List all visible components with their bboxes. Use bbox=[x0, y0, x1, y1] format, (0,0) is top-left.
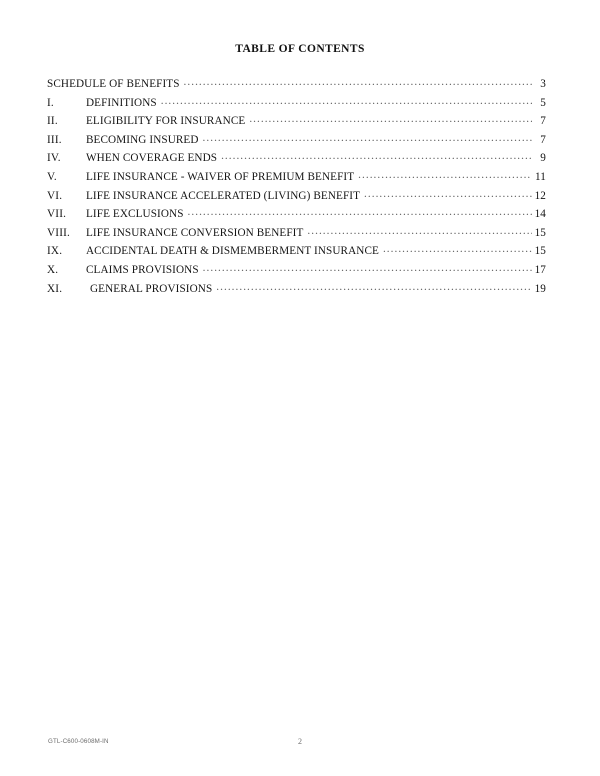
toc-entry[interactable] bbox=[47, 262, 546, 281]
toc-entry-page: 7 bbox=[540, 115, 546, 128]
toc-entry-page: 15 bbox=[534, 226, 546, 239]
form-code: GTL-C600-0608M-IN bbox=[48, 738, 109, 745]
toc-entry-numeral: II. bbox=[47, 115, 58, 128]
toc-entry-title: LIFE INSURANCE - WAIVER OF PREMIUM BENEFIT bbox=[86, 170, 355, 183]
dot-leader bbox=[188, 206, 532, 217]
dot-leader bbox=[307, 225, 532, 236]
toc-entry[interactable] bbox=[47, 150, 546, 169]
toc-entry-title: ACCIDENTAL DEATH & DISMEMBERMENT INSURANCE bbox=[86, 245, 379, 258]
toc-entry-title: GENERAL PROVISIONS bbox=[90, 282, 213, 295]
toc-entry-page: 5 bbox=[540, 96, 546, 109]
toc-entry-title: LIFE INSURANCE ACCELERATED (LIVING) BENEFIT bbox=[86, 189, 361, 202]
dot-leader bbox=[216, 281, 532, 292]
toc-entry-page: 17 bbox=[534, 263, 546, 276]
toc-entry-numeral: VIII. bbox=[47, 226, 71, 239]
toc-entry[interactable] bbox=[47, 169, 546, 188]
toc-entry-page: 12 bbox=[534, 189, 546, 202]
toc-entry-numeral: XI. bbox=[47, 282, 63, 295]
toc-entry-title: ELIGIBILITY FOR INSURANCE bbox=[86, 115, 246, 128]
toc-entry-title: SCHEDULE OF BENEFITS bbox=[47, 78, 180, 90]
dot-leader bbox=[221, 150, 532, 161]
toc-entry-page: 15 bbox=[534, 245, 546, 258]
toc-entry-title: DEFINITIONS bbox=[86, 96, 157, 109]
toc-entry[interactable] bbox=[47, 132, 546, 151]
toc-entry[interactable] bbox=[47, 76, 546, 95]
toc-entry-numeral: IV. bbox=[47, 152, 61, 165]
page-footer bbox=[0, 738, 600, 752]
toc-entry-numeral: VI. bbox=[47, 189, 63, 202]
dot-leader bbox=[364, 188, 532, 199]
dot-leader bbox=[203, 132, 532, 143]
toc-entry[interactable] bbox=[47, 188, 546, 207]
toc-entry-numeral: VII. bbox=[47, 208, 67, 221]
dot-leader bbox=[383, 243, 532, 254]
toc-entry[interactable] bbox=[47, 281, 546, 300]
toc-entry-title: CLAIMS PROVISIONS bbox=[86, 263, 199, 276]
toc-entry-numeral: I. bbox=[47, 96, 54, 109]
toc-entry-page: 11 bbox=[535, 170, 546, 183]
toc-entry-page: 3 bbox=[540, 78, 546, 90]
toc-entry-page: 9 bbox=[540, 152, 546, 165]
page-title: TABLE OF CONTENTS bbox=[235, 43, 365, 55]
toc-entry-page: 14 bbox=[534, 208, 546, 221]
toc-entry[interactable] bbox=[47, 243, 546, 262]
dot-leader bbox=[161, 95, 532, 106]
toc-entry-numeral: V. bbox=[47, 170, 57, 183]
toc-entry-numeral: IX. bbox=[47, 245, 63, 258]
toc-entry-page: 7 bbox=[540, 133, 546, 146]
table-of-contents bbox=[47, 76, 546, 299]
footer-page-number: 2 bbox=[298, 737, 302, 746]
dot-leader bbox=[358, 169, 532, 180]
dot-leader bbox=[184, 76, 532, 87]
dot-leader bbox=[203, 262, 532, 273]
dot-leader bbox=[249, 113, 532, 124]
toc-entry-title: BECOMING INSURED bbox=[86, 133, 199, 146]
toc-entry[interactable] bbox=[47, 225, 546, 244]
toc-entry-title: LIFE EXCLUSIONS bbox=[86, 208, 184, 221]
toc-entry-title: LIFE INSURANCE CONVERSION BENEFIT bbox=[86, 226, 304, 239]
toc-entry[interactable] bbox=[47, 95, 546, 114]
toc-entry-page: 19 bbox=[534, 282, 546, 295]
toc-entry-title: WHEN COVERAGE ENDS bbox=[86, 152, 218, 165]
toc-entry-numeral: X. bbox=[47, 263, 59, 276]
toc-entry-numeral: III. bbox=[47, 133, 62, 146]
toc-entry[interactable] bbox=[47, 206, 546, 225]
toc-entry[interactable] bbox=[47, 113, 546, 132]
